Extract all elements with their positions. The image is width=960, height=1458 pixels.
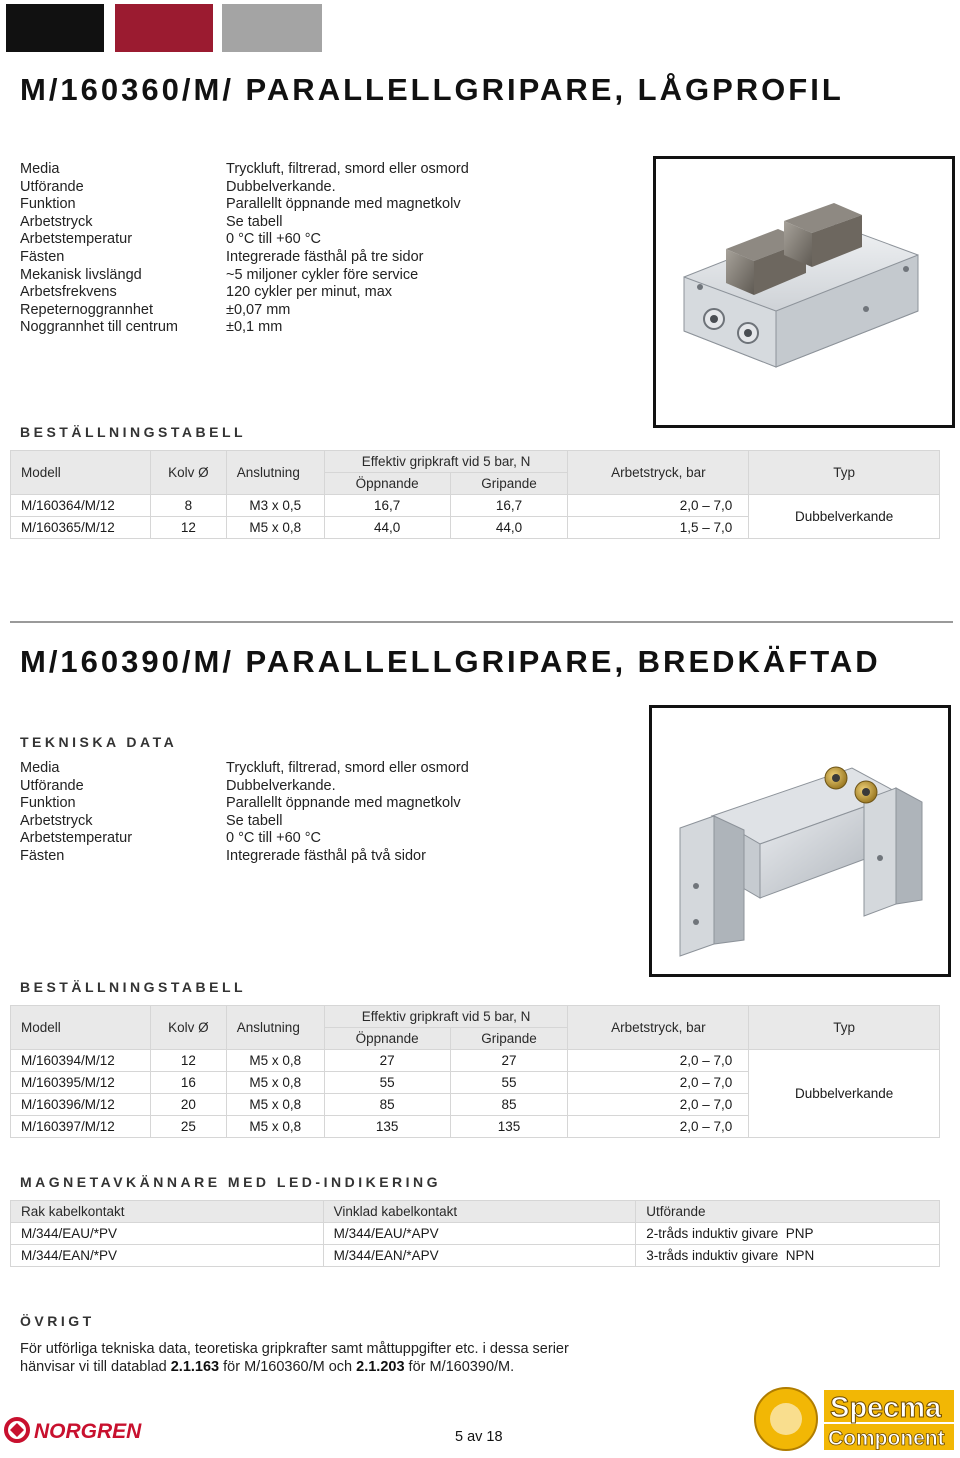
spec-row — [20, 267, 469, 285]
col-header-force: Effektiv gripkraft vid 5 bar, N — [324, 451, 568, 473]
cell-connection: M5 x 0,8 — [226, 1050, 324, 1072]
cell-angled: M/344/EAN/*APV — [323, 1245, 636, 1267]
cell-gripping: 27 — [450, 1050, 568, 1072]
other-note — [20, 1340, 569, 1376]
cell-model: M/160394/M/12 — [11, 1050, 151, 1072]
cell-opening: 16,7 — [324, 495, 450, 517]
tech-data-heading: TEKNISKA DATA — [20, 734, 178, 750]
note-text: för M/160360/M och — [219, 1359, 357, 1375]
spec-value: 0 °C till +60 °C — [226, 830, 322, 847]
sensor-heading: MAGNETAVKÄNNARE MED LED-INDIKERING — [20, 1174, 442, 1190]
cell-piston: 8 — [150, 495, 226, 517]
spec-label: Utförande — [20, 777, 84, 794]
cell-model: M/160395/M/12 — [11, 1072, 151, 1094]
page-number: 5 av 18 — [455, 1429, 503, 1445]
norgren-mark-icon — [4, 1415, 159, 1445]
specma-logo — [752, 1384, 956, 1454]
order-table-lowprofile — [10, 450, 940, 539]
spec-value: Parallellt öppnande med magnetkolv — [226, 795, 461, 812]
spec-row — [20, 196, 469, 214]
cell-model: M/160365/M/12 — [11, 517, 151, 539]
cell-opening: 85 — [324, 1094, 450, 1116]
col-header-design: Utförande — [636, 1201, 940, 1223]
cell-pressure: 2,0 – 7,0 — [568, 1094, 749, 1116]
cell-gripping: 55 — [450, 1072, 568, 1094]
spec-row — [20, 284, 469, 302]
cell-pressure: 2,0 – 7,0 — [568, 1116, 749, 1138]
gripper-illustration — [656, 159, 952, 425]
specma-wordmark: Specma — [830, 1392, 942, 1424]
spec-row — [20, 830, 469, 848]
col-header-gripping: Gripande — [450, 1028, 568, 1050]
table-header-row — [11, 1201, 940, 1223]
cell-piston: 12 — [150, 1050, 226, 1072]
spec-label: Funktion — [20, 196, 76, 213]
cell-connection: M5 x 0,8 — [226, 1072, 324, 1094]
col-header-type: Typ — [749, 1006, 940, 1050]
order-table-widejaw — [10, 1005, 940, 1138]
spec-row — [20, 848, 469, 866]
cell-pressure: 1,5 – 7,0 — [568, 517, 749, 539]
cell-model: M/160364/M/12 — [11, 495, 151, 517]
swatch-black — [6, 4, 104, 52]
spec-label: Arbetstryck — [20, 213, 93, 230]
cell-angled: M/344/EAU/*APV — [323, 1223, 636, 1245]
cell-gripping: 44,0 — [450, 517, 568, 539]
col-header-connection: Anslutning — [226, 451, 324, 495]
cell-opening: 55 — [324, 1072, 450, 1094]
spec-row — [20, 161, 469, 179]
col-header-piston: Kolv Ø — [150, 1006, 226, 1050]
page-title-lowprofile: M/160360/M/ PARALLELLGRIPARE, LÅGPROFIL — [20, 72, 844, 107]
cell-opening: 27 — [324, 1050, 450, 1072]
cell-pressure: 2,0 – 7,0 — [568, 1072, 749, 1094]
section-divider — [10, 621, 953, 623]
swatch-red — [115, 4, 213, 52]
note-line: För utförliga tekniska data, teoretiska gripkrafter samt måttuppgifter etc. i dessa serier — [20, 1341, 569, 1357]
spec-row — [20, 778, 469, 796]
spec-label: Fästen — [20, 847, 65, 864]
spec-label: Repeternoggrannhet — [20, 301, 154, 318]
datasheet-ref: 2.1.203 — [356, 1359, 405, 1375]
spec-value: Parallellt öppnande med magnetkolv — [226, 196, 461, 213]
spec-value: ±0,1 mm — [226, 319, 283, 336]
cell-piston: 20 — [150, 1094, 226, 1116]
order-table-heading: BESTÄLLNINGSTABELL — [20, 979, 247, 995]
table-row — [11, 495, 940, 517]
col-header-gripping: Gripande — [450, 473, 568, 495]
spec-list-widejaw — [20, 760, 469, 866]
col-header-straight: Rak kabelkontakt — [11, 1201, 324, 1223]
order-table-heading: BESTÄLLNINGSTABELL — [20, 424, 247, 440]
spec-label: Noggrannhet till centrum — [20, 319, 178, 336]
product-photo-lowprofile-gripper — [653, 156, 955, 428]
spec-row — [20, 760, 469, 778]
cell-connection: M5 x 0,8 — [226, 1116, 324, 1138]
table-row — [11, 1223, 940, 1245]
sensor-table — [10, 1200, 940, 1267]
spec-label: Arbetsfrekvens — [20, 284, 117, 301]
spec-value: Tryckluft, filtrerad, smord eller osmord — [226, 760, 469, 776]
spec-value: Integrerade fästhål på två sidor — [226, 847, 426, 864]
spec-label: Fästen — [20, 248, 65, 265]
swatch-gray — [222, 4, 322, 52]
cell-connection: M5 x 0,8 — [226, 517, 324, 539]
cell-type: Dubbelverkande — [749, 1050, 940, 1138]
col-header-opening: Öppnande — [324, 473, 450, 495]
cell-opening: 135 — [324, 1116, 450, 1138]
spec-value: 120 cykler per minut, max — [226, 284, 393, 301]
spec-value: 0 °C till +60 °C — [226, 231, 322, 248]
cell-pressure: 2,0 – 7,0 — [568, 1050, 749, 1072]
cell-pressure: 2,0 – 7,0 — [568, 495, 749, 517]
col-header-opening: Öppnande — [324, 1028, 450, 1050]
cell-type: Dubbelverkande — [749, 495, 940, 539]
spec-value: Se tabell — [226, 213, 283, 230]
cell-model: M/160396/M/12 — [11, 1094, 151, 1116]
col-header-pressure: Arbetstryck, bar — [568, 1006, 749, 1050]
spec-value: ±0,07 mm — [226, 301, 291, 318]
spec-row — [20, 179, 469, 197]
spec-label: Arbetstemperatur — [20, 231, 133, 248]
spec-row — [20, 813, 469, 831]
spec-value: Tryckluft, filtrerad, smord eller osmord — [226, 161, 469, 177]
specma-subtitle: Component — [828, 1427, 945, 1450]
note-line — [20, 1358, 569, 1376]
cell-gripping: 85 — [450, 1094, 568, 1116]
cell-model: M/160397/M/12 — [11, 1116, 151, 1138]
norgren-wordmark: NORGREN — [34, 1420, 142, 1443]
spec-list-lowprofile — [20, 161, 469, 337]
spec-row — [20, 231, 469, 249]
spec-row — [20, 214, 469, 232]
col-header-model: Modell — [11, 1006, 151, 1050]
spec-value: Se tabell — [226, 812, 283, 829]
spec-row — [20, 249, 469, 267]
gripper-illustration — [652, 708, 948, 974]
cell-piston: 16 — [150, 1072, 226, 1094]
spec-label: Media — [20, 760, 60, 776]
table-row — [11, 1245, 940, 1267]
spec-row — [20, 795, 469, 813]
spec-value: Dubbelverkande. — [226, 178, 336, 195]
cell-connection: M5 x 0,8 — [226, 1094, 324, 1116]
spec-label: Utförande — [20, 178, 84, 195]
col-header-force: Effektiv gripkraft vid 5 bar, N — [324, 1006, 568, 1028]
cell-piston: 25 — [150, 1116, 226, 1138]
spec-row — [20, 302, 469, 320]
norgren-logo — [4, 1415, 159, 1445]
col-header-connection: Anslutning — [226, 1006, 324, 1050]
col-header-model: Modell — [11, 451, 151, 495]
spec-label: Media — [20, 161, 60, 177]
spec-value: Dubbelverkande. — [226, 777, 336, 794]
product-photo-widejaw-gripper — [649, 705, 951, 977]
spec-value: ~5 miljoner cykler före service — [226, 266, 419, 283]
cell-design: 3-tråds induktiv givare NPN — [636, 1245, 940, 1267]
spec-value: Integrerade fästhål på tre sidor — [226, 248, 424, 265]
table-row — [11, 1050, 940, 1072]
spec-label: Funktion — [20, 795, 76, 812]
spec-row — [20, 319, 469, 337]
datasheet-ref: 2.1.163 — [170, 1359, 220, 1375]
spec-label: Arbetstemperatur — [20, 830, 133, 847]
note-text: för M/160390/M. — [404, 1359, 515, 1375]
cell-design: 2-tråds induktiv givare PNP — [636, 1223, 940, 1245]
cell-gripping: 16,7 — [450, 495, 568, 517]
col-header-piston: Kolv Ø — [150, 451, 226, 495]
col-header-pressure: Arbetstryck, bar — [568, 451, 749, 495]
cell-opening: 44,0 — [324, 517, 450, 539]
cell-piston: 12 — [150, 517, 226, 539]
table-header-row — [11, 1006, 940, 1028]
note-text: hänvisar vi till datablad — [20, 1359, 171, 1375]
spec-label: Arbetstryck — [20, 812, 93, 829]
cell-straight: M/344/EAN/*PV — [11, 1245, 324, 1267]
cell-gripping: 135 — [450, 1116, 568, 1138]
col-header-angled: Vinklad kabelkontakt — [323, 1201, 636, 1223]
cell-connection: M3 x 0,5 — [226, 495, 324, 517]
cell-straight: M/344/EAU/*PV — [11, 1223, 324, 1245]
table-header-row — [11, 451, 940, 473]
other-heading: ÖVRIGT — [20, 1313, 95, 1329]
col-header-type: Typ — [749, 451, 940, 495]
specma-badge-icon — [752, 1384, 956, 1454]
page-title-widejaw: M/160390/M/ PARALLELLGRIPARE, BREDKÄFTAD — [20, 644, 881, 679]
spec-label: Mekanisk livslängd — [20, 266, 142, 283]
